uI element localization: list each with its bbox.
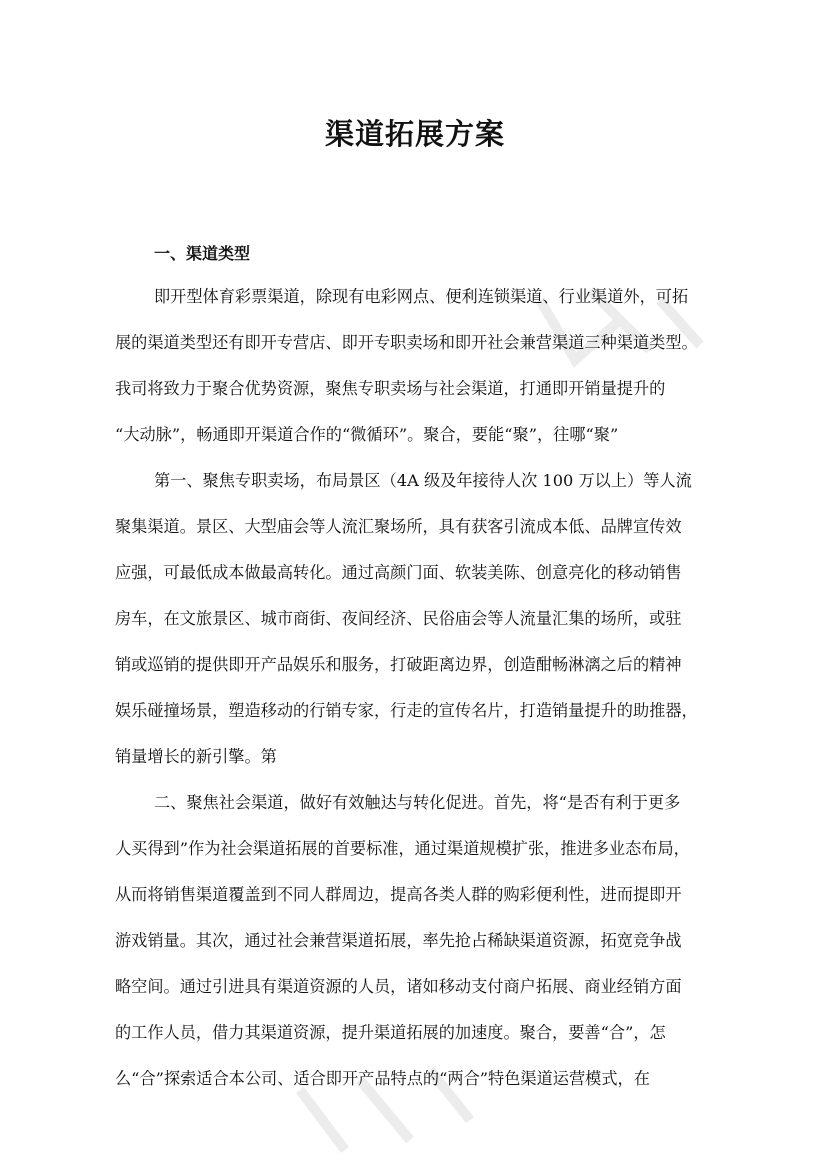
- paragraph-line: 第一、聚焦专职卖场，布局景区（4A 级及年接待人次 100 万以上）等人流: [154, 471, 692, 490]
- paragraph-line: “大动脉”，畅通即开渠道合作的“微循环”。聚合，要能“聚”，往哪“聚”: [115, 425, 619, 444]
- paragraph-line: 即开型体育彩票渠道，除现有电彩网点、便利连锁渠道、行业渠道外，可拓: [154, 287, 689, 306]
- paragraph-line: 二、聚焦社会渠道，做好有效触达与转化促进。首先，将“是否有利于更多: [154, 793, 681, 812]
- paragraph-line: 的工作人员，借力其渠道资源，提升渠道拓展的加速度。聚合，要善“合”，怎: [115, 1023, 666, 1042]
- paragraph-line: 略空间。通过引进具有渠道资源的人员，诸如移动支付商户拓展、商业经销方面: [115, 977, 682, 996]
- paragraph-line: 我司将致力于聚合优势资源，聚焦专职卖场与社会渠道，打通即开销量提升的: [115, 379, 666, 398]
- paragraph-line: 展的渠道类型还有即开专营店、即开专职卖场和即开社会兼营渠道三种渠道类型。: [115, 333, 698, 352]
- document-title: 渠道拓展方案: [324, 117, 505, 151]
- paragraph-line: 么“合”探索适合本公司、适合即开产品特点的“两合”特色渠道运营模式，在: [115, 1069, 650, 1088]
- paragraph-line: 房车，在文旅景区、城市商街、夜间经济、民俗庙会等人流量汇集的场所，或驻: [115, 609, 682, 628]
- paragraph-line: 人买得到”作为社会渠道拓展的首要标准，通过渠道规模扩张，推进多业态布局，: [115, 839, 690, 858]
- paragraph-line: 从而将销售渠道覆盖到不同人群周边，提高各类人群的购彩便利性，进而提即开: [115, 885, 682, 904]
- paragraph-line: 聚集渠道。景区、大型庙会等人流汇聚场所，具有获客引流成本低、品牌宣传效: [115, 517, 682, 536]
- paragraph-line: 销或巡销的提供即开产品娱乐和服务，打破距离边界，创造酣畅淋漓之后的精神: [115, 655, 682, 674]
- paragraph-line: 应强，可最低成本做最高转化。通过高颜门面、软装美陈、创意亮化的移动销售: [115, 563, 682, 582]
- paragraph-line: 娱乐碰撞场景，塑造移动的行销专家，行走的宣传名片，打造销量提升的助推器，: [115, 701, 698, 720]
- section-heading: 一、渠道类型: [154, 244, 251, 263]
- paragraph-line: 游戏销量。其次，通过社会兼营渠道拓展，率先抢占稀缺渠道资源，拓宽竞争战: [115, 931, 682, 950]
- paragraph-line: 销量增长的新引擎。第: [115, 747, 277, 766]
